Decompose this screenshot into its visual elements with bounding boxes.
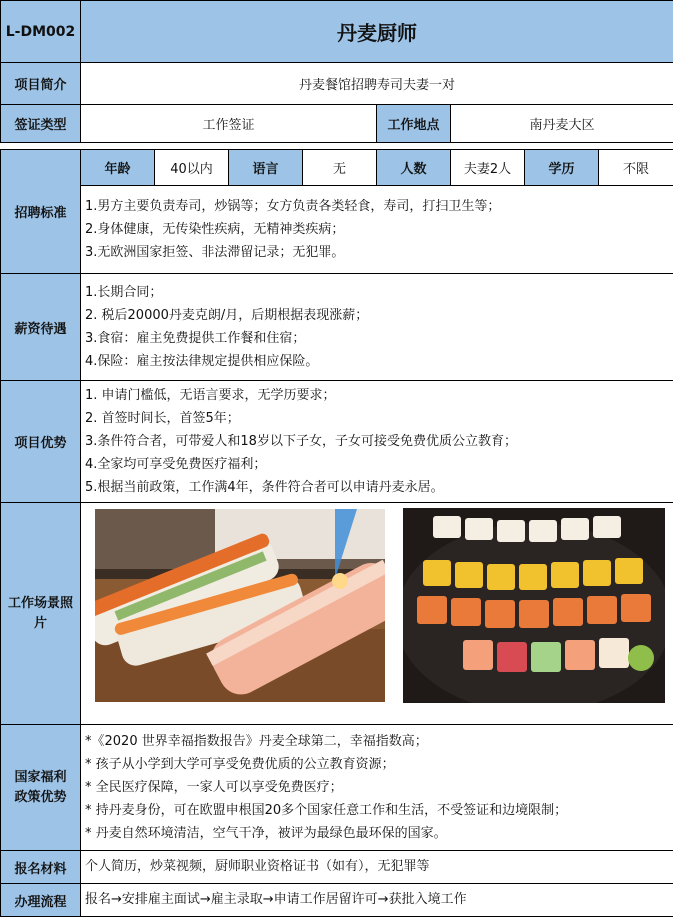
advantages-details bbox=[81, 381, 673, 503]
salary-label: 薪资待遇 bbox=[1, 274, 81, 381]
list-item: * 全民医疗保障，一家人可以享受免费医疗； bbox=[85, 780, 343, 795]
list-item: 2. 税后20000丹麦克朗/月，后期根据表现涨薪； bbox=[85, 308, 369, 323]
sushi-roll-photo bbox=[95, 509, 385, 702]
advantages-label: 项目优势 bbox=[1, 381, 81, 503]
headcount-label: 人数 bbox=[377, 150, 451, 186]
materials-row bbox=[1, 851, 673, 884]
age-label: 年龄 bbox=[81, 150, 155, 186]
photos-cell bbox=[81, 503, 673, 725]
language-label: 语言 bbox=[229, 150, 303, 186]
list-item: * 丹麦自然环境清洁，空气干净，被评为最绿色最环保的国家。 bbox=[85, 826, 447, 841]
intro-label: 项目简介 bbox=[1, 63, 81, 105]
photos-label bbox=[1, 503, 81, 725]
visa-value: 工作签证 bbox=[81, 105, 377, 143]
list-item: 5.根据当前政策，工作满4年，条件符合者可以申请丹麦永居。 bbox=[85, 480, 444, 495]
photos-label-text: 工作场景照片 bbox=[7, 595, 73, 631]
list-item: *《2020 世界幸福指数报告》丹麦全球第二，幸福指数高； bbox=[85, 734, 428, 749]
list-item: 1.男方主要负责寿司，炒锅等；女方负责各类轻食，寿司，打扫卫生等； bbox=[85, 199, 501, 214]
recruit-fields-row bbox=[1, 150, 673, 186]
recruit-requirements bbox=[81, 186, 673, 274]
list-item: 3.食宿：雇主免费提供工作餐和住宿； bbox=[85, 331, 306, 346]
list-item: * 持丹麦身份，可在欧盟申根国20多个国家任意工作和生活，不受签证和边境限制； bbox=[85, 803, 568, 818]
education-label: 学历 bbox=[525, 150, 599, 186]
materials-value: 个人简历，炒菜视频，厨师职业资格证书（如有），无犯罪等 bbox=[81, 851, 673, 884]
welfare-label-text: 国家福利政策优势 bbox=[14, 769, 67, 805]
header-row bbox=[1, 1, 673, 63]
photos-row bbox=[1, 503, 673, 725]
list-item: 3.条件符合者，可带爱人和18岁以下子女，子女可接受免费优质公立教育； bbox=[85, 434, 517, 449]
list-item: 2. 首签时间长，首签5年； bbox=[85, 411, 240, 426]
salary-row bbox=[1, 274, 673, 381]
process-label: 办理流程 bbox=[1, 884, 81, 917]
welfare-details bbox=[81, 725, 673, 851]
recruit-lines-row bbox=[1, 186, 673, 274]
location-value: 南丹麦大区 bbox=[451, 105, 673, 143]
gap-row bbox=[1, 143, 673, 150]
location-label: 工作地点 bbox=[377, 105, 451, 143]
process-value: 报名→安排雇主面试→雇主录取→申请工作居留许可→获批入境工作 bbox=[81, 884, 673, 917]
headcount-value: 夫妻2人 bbox=[451, 150, 525, 186]
list-item: 1.长期合同； bbox=[85, 285, 163, 300]
materials-label: 报名材料 bbox=[1, 851, 81, 884]
visa-row bbox=[1, 105, 673, 143]
page-title: 丹麦厨师 bbox=[81, 1, 673, 63]
intro-value: 丹麦餐馆招聘寿司夫妻一对 bbox=[81, 63, 673, 105]
language-value: 无 bbox=[303, 150, 377, 186]
welfare-row bbox=[1, 725, 673, 851]
education-value: 不限 bbox=[599, 150, 673, 186]
visa-label: 签证类型 bbox=[1, 105, 81, 143]
process-row bbox=[1, 884, 673, 917]
advantages-row bbox=[1, 381, 673, 503]
list-item: 2.身体健康，无传染性疾病，无精神类疾病； bbox=[85, 222, 345, 237]
age-value: 40以内 bbox=[155, 150, 229, 186]
list-item: 4.保险：雇主按法律规定提供相应保险。 bbox=[85, 354, 319, 369]
job-code: L-DM002 bbox=[1, 1, 81, 63]
list-item: 3.无欧洲国家拒签、非法滞留记录；无犯罪。 bbox=[85, 245, 345, 260]
welfare-label bbox=[1, 725, 81, 851]
intro-row bbox=[1, 63, 673, 105]
sushi-platter-photo bbox=[403, 508, 665, 703]
list-item: 1. 申请门槛低，无语言要求，无学历要求； bbox=[85, 388, 336, 403]
salary-details bbox=[81, 274, 673, 381]
list-item: * 孩子从小学到大学可享受免费优质的公立教育资源； bbox=[85, 757, 395, 772]
recruit-label: 招聘标准 bbox=[1, 150, 81, 274]
list-item: 4.全家均可享受免费医疗福利； bbox=[85, 457, 267, 472]
gap bbox=[1, 143, 673, 150]
